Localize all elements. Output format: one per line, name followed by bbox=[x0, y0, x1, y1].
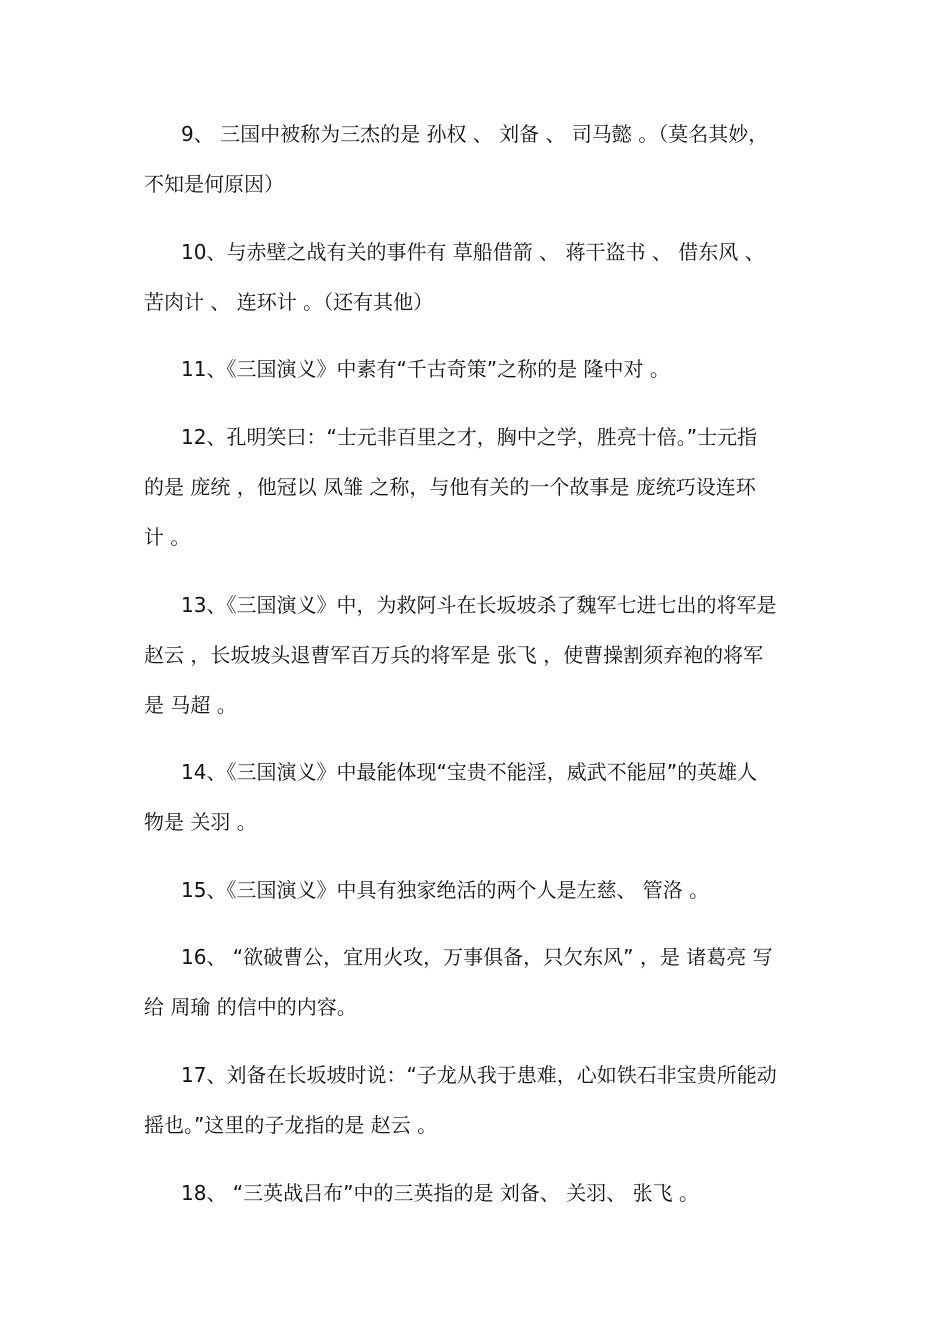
question-12-line-2: 的是 庞统 ，他冠以 凤雏 之称，与他有关的一个故事是 庞统巧设连环 bbox=[144, 475, 756, 499]
question-17-line-2: 摇也。”这里的子龙指的是 赵云 。 bbox=[144, 1113, 438, 1137]
question-17-line-1: 17、刘备在长坂坡时说：“子龙从我于患难，心如铁石非宝贵所能动 bbox=[181, 1063, 777, 1087]
question-16-line-1: 16、 “欲破曹公，宜用火攻，万事俱备，只欠东风” ，是 诸葛亮 写 bbox=[181, 945, 773, 969]
question-9-line-1: 9、 三国中被称为三杰的是 孙权 、 刘备 、 司马懿 。（莫名其妙， bbox=[181, 122, 769, 146]
question-14-line-2: 物是 关羽 。 bbox=[144, 810, 257, 834]
question-16-line-2: 给 周瑜 的信中的内容。 bbox=[144, 995, 357, 1019]
question-12-line-1: 12、孔明笑曰：“士元非百里之才，胸中之学，胜亮十倍。”士元指 bbox=[181, 425, 758, 449]
question-13-line-2: 赵云 ，长坂坡头退曹军百万兵的将军是 张飞 ，使曹操割须弃袍的将军 bbox=[144, 643, 764, 667]
question-10-line-2: 苦肉计 、 连环计 。（还有其他） bbox=[144, 290, 434, 314]
question-12-line-3: 计 。 bbox=[144, 525, 191, 549]
question-13-line-1: 13、《三国演义》中，为救阿斗在长坂坡杀了魏军七进七出的将军是 bbox=[181, 593, 777, 617]
question-13-line-3: 是 马超 。 bbox=[144, 693, 237, 717]
question-15-line-1: 15、《三国演义》中具有独家绝活的两个人是左慈、 管洛 。 bbox=[181, 878, 710, 902]
question-18-line-1: 18、 “三英战吕布”中的三英指的是 刘备、 关羽、 张飞 。 bbox=[181, 1181, 699, 1205]
question-14-line-1: 14、《三国演义》中最能体现“宝贵不能淫，威武不能屈”的英雄人 bbox=[181, 760, 758, 784]
question-10-line-1: 10、与赤壁之战有关的事件有 草船借箭 、 蒋干盗书 、 借东风 、 bbox=[181, 240, 765, 264]
question-11-line-1: 11、《三国演义》中素有“千古奇策”之称的是 隆中对 。 bbox=[181, 357, 670, 381]
question-9-line-2: 不知是何原因） bbox=[144, 172, 284, 196]
